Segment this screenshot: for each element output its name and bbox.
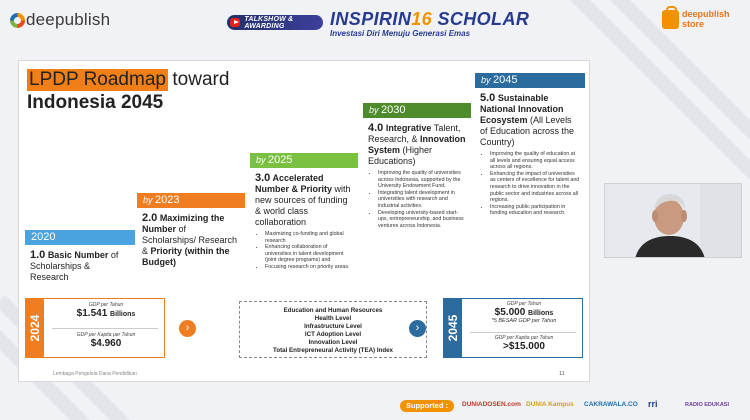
slide-title bbox=[27, 69, 229, 114]
step-number: 3.0 bbox=[255, 172, 271, 184]
step-year: 2025 bbox=[268, 154, 293, 166]
step-bullet-list bbox=[368, 170, 466, 229]
slide-title-highlight: LPDP Roadmap bbox=[29, 69, 166, 90]
step-year-band bbox=[250, 153, 358, 168]
step-year: 2045 bbox=[493, 74, 518, 86]
gdp-value: $1.541 bbox=[76, 308, 108, 319]
step-heading-bold2: Priority bbox=[150, 246, 183, 256]
step-heading-bold: Sustainable National Innovation Ecosystem bbox=[480, 93, 564, 125]
deepublish-logo-icon bbox=[10, 13, 25, 28]
step-bullet-list bbox=[480, 151, 580, 217]
step-heading bbox=[480, 93, 580, 148]
step-heading-rest: of Scholarships & Research bbox=[30, 250, 119, 282]
talkshow-badge-label: TALKSHOW & AWARDING bbox=[244, 15, 294, 30]
talkshow-badge bbox=[227, 15, 323, 30]
step-heading bbox=[368, 123, 466, 167]
slide-footer-org: Lembaga Pengelola Dana Pendidikan bbox=[53, 371, 137, 377]
chevron-right-icon: › bbox=[179, 320, 196, 337]
roadmap-step-2030 bbox=[363, 103, 471, 229]
sponsor-logo: DUNIA Kampus bbox=[526, 401, 574, 408]
step-heading-rest: of Scholarships/ Research & bbox=[142, 224, 238, 256]
sponsor-logo: rri bbox=[648, 399, 658, 409]
step-number: 2.0 bbox=[142, 212, 158, 224]
store-logo-line2: store bbox=[682, 19, 705, 29]
event-title-year: 16 bbox=[411, 9, 433, 29]
step-year-band bbox=[363, 103, 471, 118]
target-gdp-per-capita bbox=[468, 335, 580, 352]
target-gdp bbox=[468, 301, 580, 324]
list-item: • Enhancing the impact of universities as centers of excellence for talent and research to drive innovation in the public sector and industries across all regions. bbox=[490, 171, 580, 204]
slide-title-line2: Indonesia 2045 bbox=[27, 92, 164, 113]
list-item: • Maximizing co-funding and global research bbox=[265, 231, 353, 244]
indicators-box bbox=[239, 301, 427, 358]
event-title-part2: SCHOLAR bbox=[437, 9, 530, 29]
list-item: • Developing university-based start-ups, entrepreneurship, and business ventures across Indonesia. bbox=[378, 210, 466, 230]
event-subtitle: Investasi Diri Menuju Generasi Emas bbox=[330, 29, 471, 38]
step-heading-bold: Integrative bbox=[385, 123, 432, 133]
roadmap-step-2045 bbox=[475, 73, 585, 217]
step-year-prefix: by bbox=[256, 155, 266, 165]
event-title-part1: INSPIRIN bbox=[330, 9, 412, 29]
speaker-webcam bbox=[604, 183, 742, 258]
list-item: • Integrating talent development in universities with research and industrial activities. bbox=[378, 190, 466, 210]
step-heading-bold: Accelerated Number & Priority bbox=[255, 173, 333, 194]
gdp-note: *5 BESAR GDP per Tahun bbox=[491, 318, 557, 324]
chevron-right-icon: › bbox=[409, 320, 426, 337]
gdp-label: GDP per Tahun bbox=[88, 302, 124, 308]
step-year: 2023 bbox=[155, 194, 180, 206]
list-item: • Increasing public participation in funding education and research. bbox=[490, 204, 580, 217]
sponsor-logo: RADIO EDUKASI bbox=[685, 402, 730, 408]
step-heading-bold: Maximizing the Number bbox=[142, 213, 225, 234]
step-heading bbox=[255, 173, 353, 228]
indicator-item: Innovation Level bbox=[308, 339, 358, 346]
indicator-item: Health Level bbox=[314, 315, 352, 322]
target-year: 2045 bbox=[446, 314, 460, 342]
step-heading-bold2: Innovation System bbox=[368, 134, 466, 155]
sponsors-strip bbox=[400, 398, 750, 416]
baseline-2024-box bbox=[25, 298, 165, 358]
slide-title-rest: toward bbox=[172, 69, 230, 90]
youtube-play-icon bbox=[230, 18, 240, 27]
roadmap-step-2020 bbox=[25, 230, 135, 283]
step-year-band bbox=[137, 193, 245, 208]
event-title bbox=[330, 10, 530, 38]
step-heading bbox=[142, 213, 240, 268]
roadmap-step-2023 bbox=[137, 193, 245, 268]
step-year-prefix: by bbox=[481, 75, 491, 85]
sponsor-logo: DUNIADOSEN.com bbox=[462, 401, 521, 408]
shopping-bag-icon bbox=[662, 10, 679, 29]
step-year-band bbox=[25, 230, 135, 245]
step-heading bbox=[30, 250, 130, 283]
store-logo-line1: deepublish bbox=[682, 9, 730, 19]
baseline-gdp bbox=[50, 302, 162, 319]
gdp-label: GDP per Tahun bbox=[506, 301, 542, 307]
step-year-band bbox=[475, 73, 585, 88]
presentation-slide bbox=[18, 60, 590, 382]
gdp-cap-label: GDP per Kapita per Tahun bbox=[494, 335, 554, 341]
gdp-unit: Billions bbox=[528, 310, 554, 317]
deepublish-store-logo bbox=[662, 9, 730, 29]
step-year-prefix: by bbox=[369, 105, 379, 115]
step-heading-tail: (Higher Educations) bbox=[368, 145, 433, 166]
gdp-unit: Billions bbox=[110, 311, 136, 318]
gdp-cap-value: $4.960 bbox=[90, 338, 122, 349]
baseline-year-tab bbox=[26, 299, 44, 357]
step-heading-rest: with new sources of funding & world class collaboration bbox=[255, 184, 351, 227]
list-item: • Focusing research on priority areas. bbox=[265, 264, 353, 271]
sponsor-logo: CAKRAWALA.CO bbox=[584, 401, 638, 408]
target-year-tab bbox=[444, 299, 462, 357]
gdp-cap-value: >$15.000 bbox=[503, 341, 545, 352]
list-item: • Improving the quality of universities across Indonesia, supported by the University Endowment Fund. bbox=[378, 170, 466, 190]
step-year-prefix: by bbox=[143, 195, 153, 205]
roadmap-step-2025 bbox=[250, 153, 358, 271]
speaker-video-frame bbox=[605, 184, 742, 258]
baseline-year: 2024 bbox=[28, 314, 42, 342]
step-heading-tail: (within the Budget) bbox=[142, 246, 230, 267]
step-bullet-list bbox=[255, 231, 353, 271]
supported-label: Supported : bbox=[400, 400, 454, 412]
indicator-item: Infrastructure Level bbox=[304, 323, 362, 330]
indicator-item: ICT Adoption Level bbox=[304, 331, 362, 338]
step-number: 5.0 bbox=[480, 92, 496, 104]
metric-divider bbox=[470, 332, 576, 333]
gdp-value: $5.000 bbox=[494, 307, 526, 318]
step-heading-rest: (All Levels of Education across the Country) bbox=[480, 115, 575, 147]
step-heading-rest: Talent, Research, & bbox=[368, 123, 461, 144]
step-year: 2030 bbox=[381, 104, 406, 116]
step-number: 1.0 bbox=[30, 249, 46, 261]
gdp-cap-label: GDP per Kapita per Tahun bbox=[76, 332, 136, 338]
slide-page-number: 11 bbox=[559, 371, 565, 377]
deepublish-logo-text: deepublish bbox=[26, 10, 111, 29]
step-number: 4.0 bbox=[368, 122, 384, 134]
list-item: • Improving the quality of education at all levels and ensuring equal access across all regions. bbox=[490, 151, 580, 171]
target-2045-box bbox=[443, 298, 583, 358]
list-item: • Enhancing collaboration of universities in talent development (joint degree programs) and bbox=[265, 244, 353, 264]
deepublish-logo bbox=[10, 9, 110, 31]
metric-divider bbox=[52, 328, 158, 329]
step-heading-bold: Basic Number bbox=[47, 250, 109, 260]
baseline-gdp-per-capita bbox=[50, 332, 162, 349]
step-year: 2020 bbox=[31, 231, 56, 243]
indicator-item: Education and Human Resources bbox=[283, 307, 383, 314]
indicator-item: Total Entrepreneural Activity (TEA) Index bbox=[273, 347, 393, 354]
